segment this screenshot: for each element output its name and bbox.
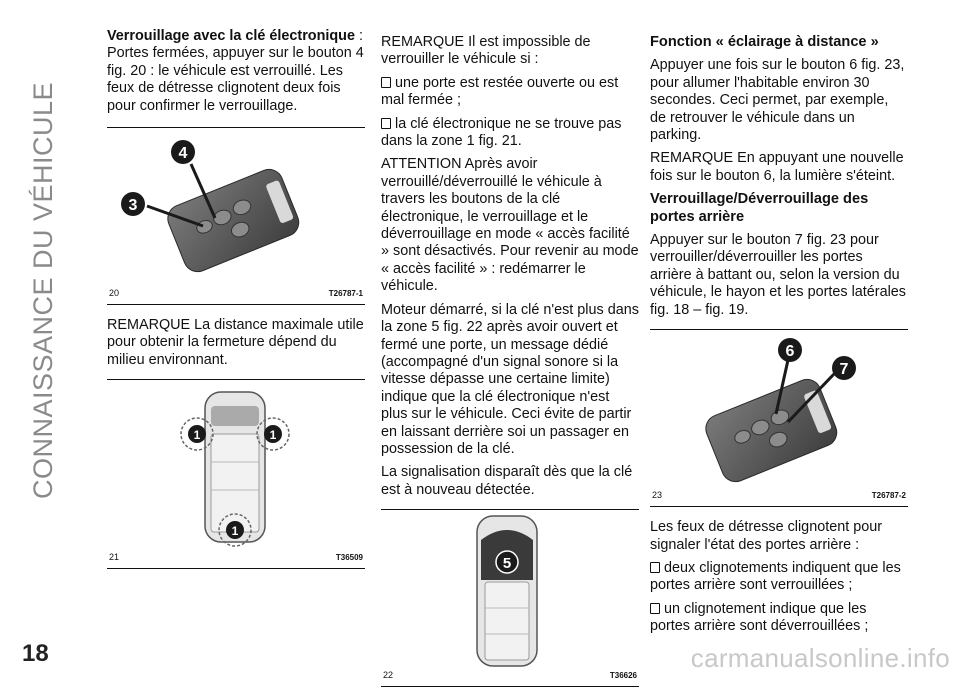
vehicle-interior-zone-illustration: [381, 510, 639, 670]
range-remark: REMARQUE La distance maximale utile pour obtenir la fermeture dépend du milieu environnant.: [107, 317, 364, 368]
figure-21-caption: 21 T36509: [109, 551, 363, 562]
column-3: [650, 34, 908, 642]
svg-text:4: 4: [178, 145, 188, 163]
lock-paragraph: Verrouillage avec la clé électronique : Portes fermées, appuyer sur le bouton 4 fig. 20 : le véhicule est verrouillé. Les feux de détresse clignotent deux fois pour confirmer le verrouillage.: [107, 28, 364, 114]
svg-text:1: 1: [193, 428, 201, 443]
figure-23-caption: 23 T26787-2: [652, 489, 906, 500]
svg-text:3: 3: [128, 197, 138, 215]
figure-20: [107, 127, 365, 305]
smart-key-illustration: [107, 128, 365, 288]
chapter-side-title: CONNAISSANCE DU VÉHICULE: [28, 81, 59, 499]
column-1: [107, 28, 365, 581]
svg-text:7: 7: [839, 361, 849, 379]
rear-doors-paragraph: Appuyer sur le bouton 7 fig. 23 pour verrouiller/déverrouiller les portes arrière à battant ou, selon la version du véhicule, le hayon et les portes latérales fig. 18 – fig. 19.: [650, 232, 906, 318]
figure-22: [381, 509, 639, 687]
svg-text:5: 5: [502, 555, 512, 573]
remark-intro: REMARQUE Il est impossible de verrouiller le véhicule si :: [381, 34, 591, 68]
figure-22-caption: 22 T36626: [383, 669, 637, 680]
lock-heading: Verrouillage avec la clé électronique: [107, 28, 355, 44]
signal-paragraph: La signalisation disparaît dès que la clé est à nouveau détectée.: [381, 464, 633, 498]
bullet-item: la clé électronique ne se trouve pas dans la zone 1 fig. 21.: [381, 116, 639, 151]
attention-paragraph: ATTENTION Après avoir verrouillé/déverrouillé le véhicule à travers les boutons de la clé électronique, le verrouillage et le déverrouillage en mode « accès facilité » sont désactivés. Pour revenir au mode « accès facilité » : redémarrer le véhicule.: [381, 156, 639, 295]
hazard-paragraph: Les feux de détresse clignotent pour signaler l'état des portes arrière :: [650, 519, 882, 553]
page-number: 18: [22, 640, 49, 667]
engine-paragraph: Moteur démarré, si la clé n'est plus dans la zone 5 fig. 22 après avoir ouvert et fermé une porte, un message dédié (accompagné d'un signal sonore si la vitesse dépasse une certaine limite) indique que la clé électronique n'est plus sur le véhicule. Ceci évite de partir en laissant derrière soi un passager en possession de la clé.: [381, 301, 639, 457]
svg-text:1: 1: [269, 428, 277, 443]
figure-20-caption: 20 T26787-1: [109, 287, 363, 298]
svg-text:1: 1: [231, 524, 239, 539]
figure-21: [107, 379, 365, 569]
rear-doors-heading: Verrouillage/Déverrouillage des portes arrière: [650, 191, 869, 225]
bullet-item: un clignotement indique que les portes arrière sont déverrouillées ;: [650, 601, 908, 636]
watermark: carmanualsonline.info: [690, 643, 950, 673]
vehicle-zone-illustration: [107, 380, 365, 552]
column-2: [381, 34, 639, 699]
remote-lighting-remark: REMARQUE En appuyant une nouvelle fois sur le bouton 6, la lumière s'éteint.: [650, 150, 904, 184]
remote-lighting-heading: Fonction « éclairage à distance »: [650, 34, 879, 50]
figure-23: [650, 329, 908, 507]
svg-text:6: 6: [785, 343, 795, 361]
bullet-item: une porte est restée ouverte ou est mal fermée ;: [381, 75, 639, 110]
bullet-item: deux clignotements indiquent que les portes arrière sont verrouillées ;: [650, 560, 908, 595]
smart-key-illustration-2: [650, 330, 908, 490]
remote-lighting-paragraph: Appuyer une fois sur le bouton 6 fig. 23, pour allumer l'habitable environ 30 secondes. Ceci permet, par exemple, de retrouver le véhicule dans un parking.: [650, 57, 905, 144]
